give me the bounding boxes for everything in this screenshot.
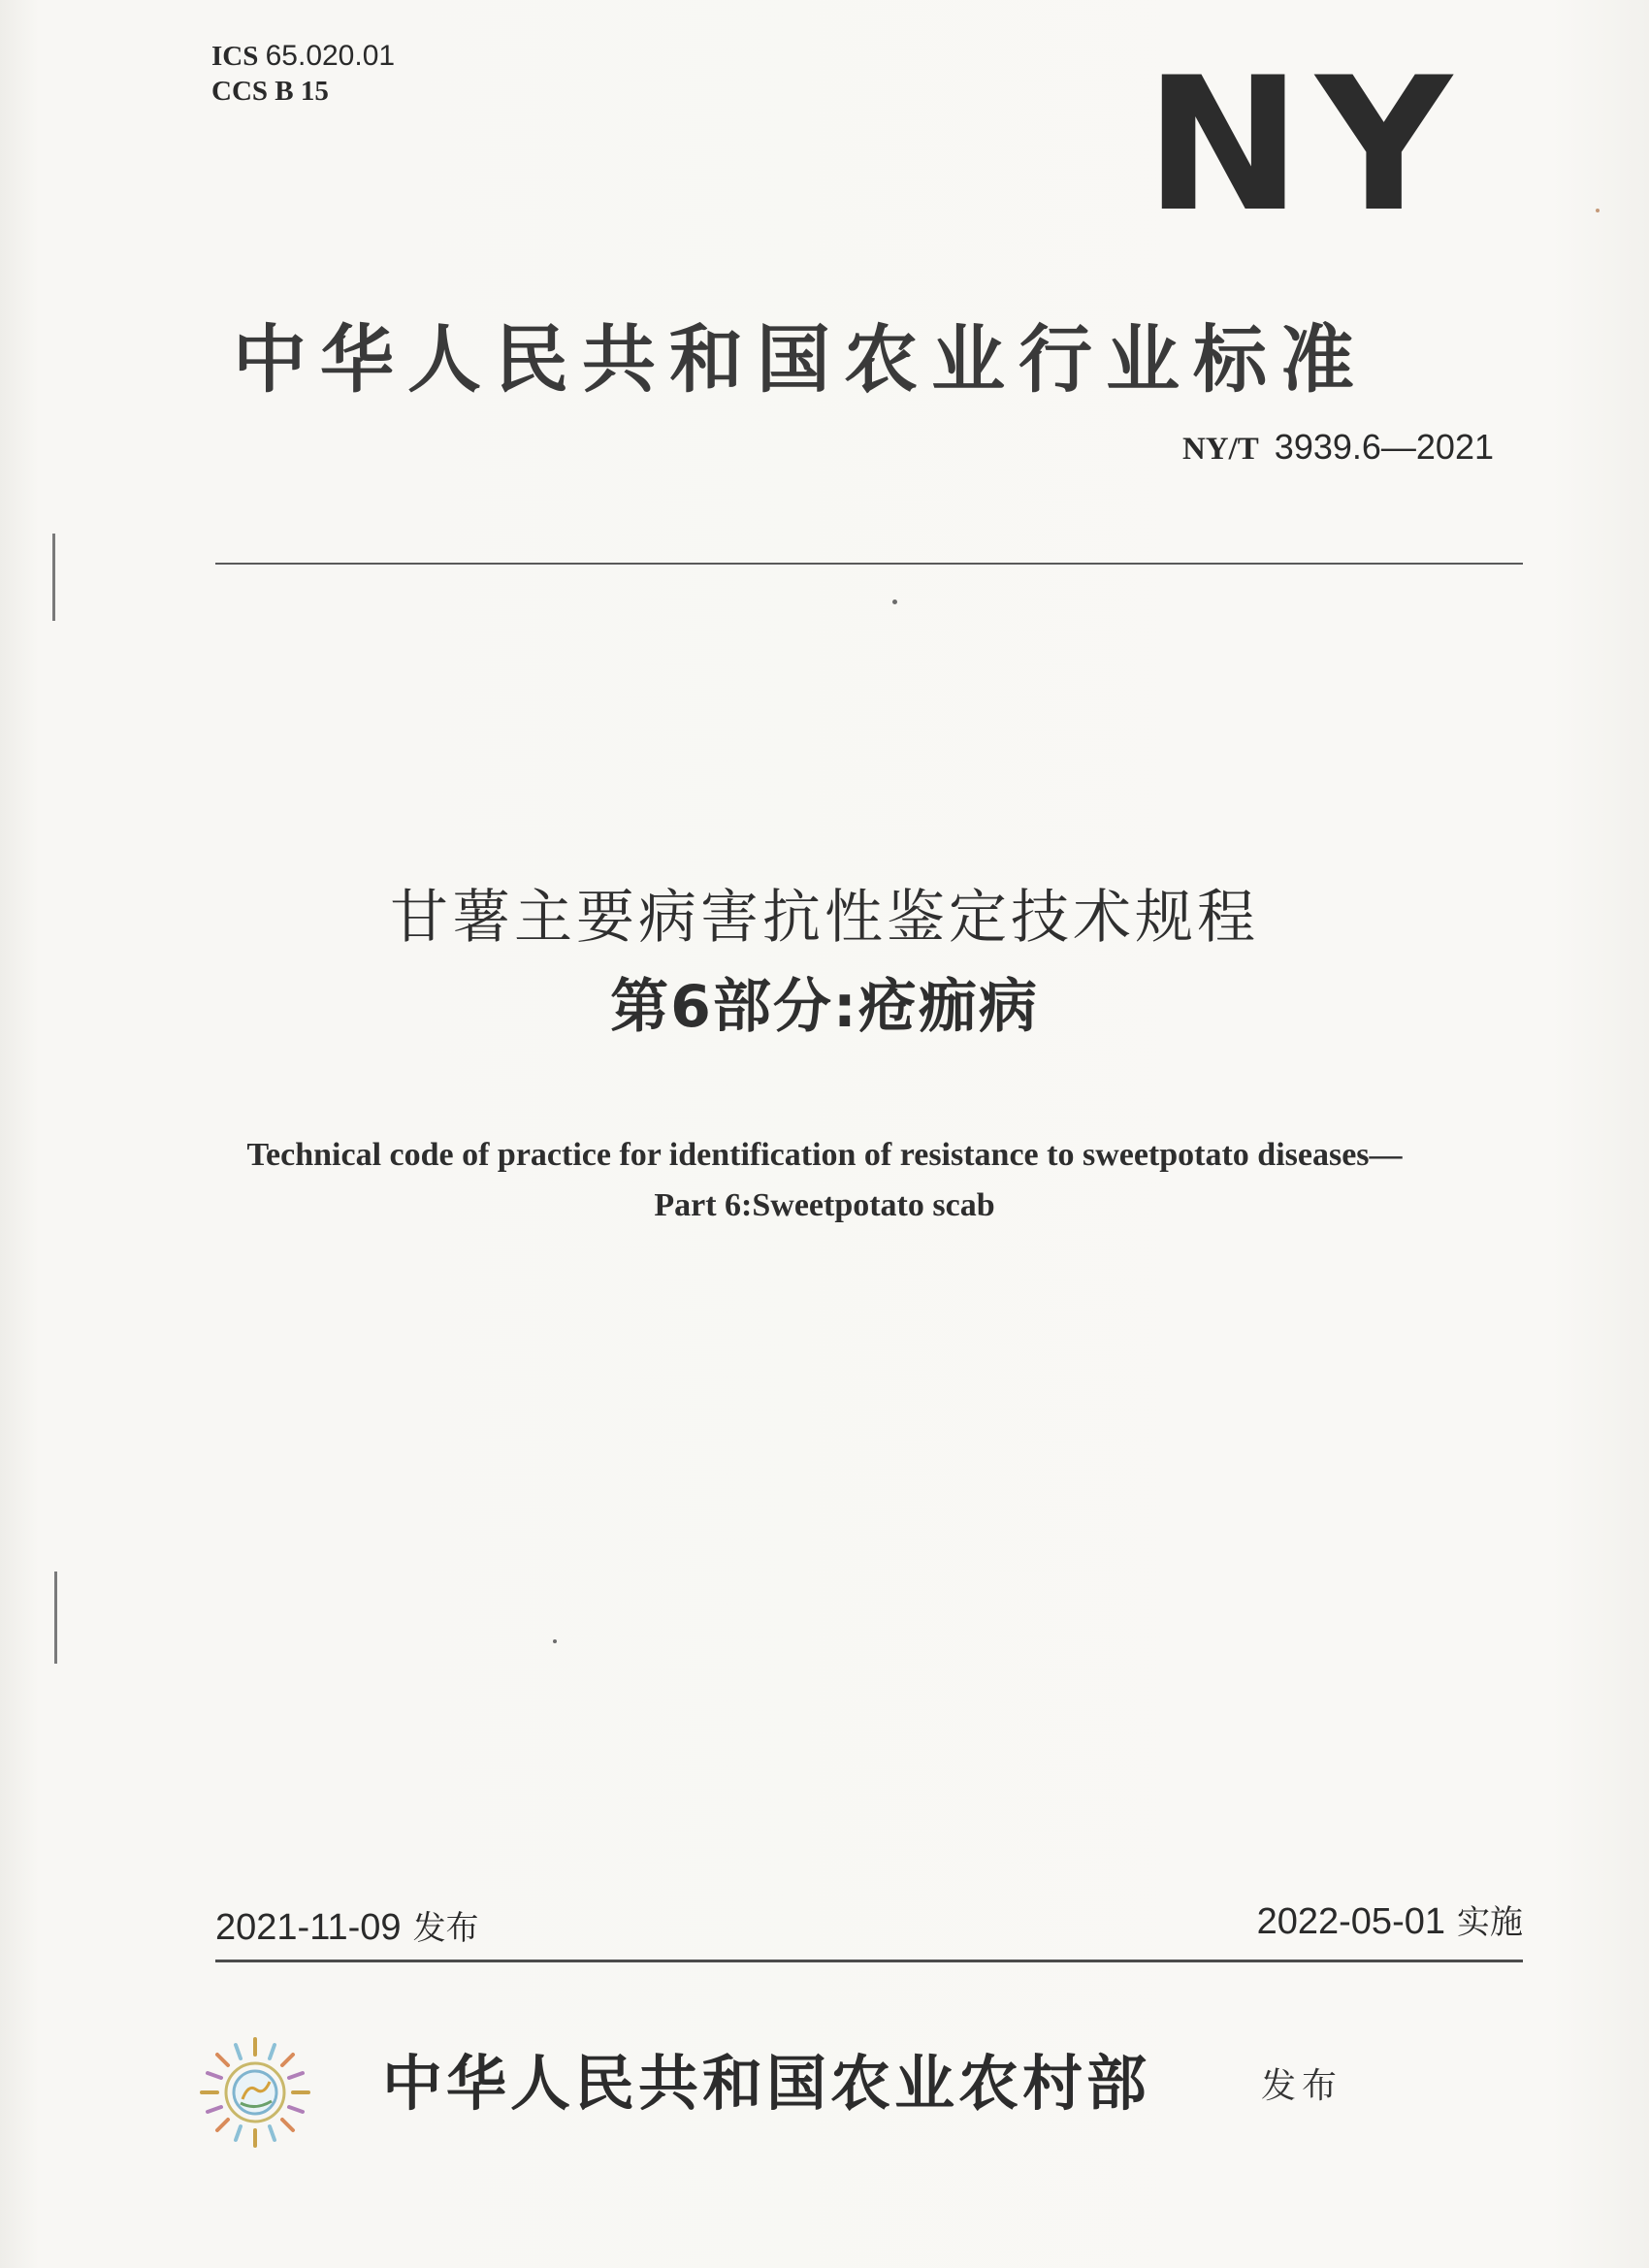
standard-number bbox=[1182, 427, 1494, 468]
title-en-line2: Part 6:Sweetpotato scab bbox=[654, 1187, 995, 1223]
footer-divider bbox=[215, 1960, 1523, 1962]
ics-label: ICS bbox=[211, 41, 259, 72]
issue-date-value: 2021-11-09 bbox=[215, 1907, 402, 1948]
scan-speck bbox=[1596, 209, 1600, 212]
scan-edge-mark bbox=[52, 534, 55, 621]
classification-codes bbox=[211, 39, 395, 109]
standard-number-value: 3939.6—2021 bbox=[1274, 427, 1494, 467]
header-divider bbox=[215, 563, 1523, 565]
issue-date bbox=[215, 1901, 479, 1949]
standard-number-prefix: NY/T bbox=[1181, 432, 1259, 467]
ics-code bbox=[211, 39, 395, 74]
publisher-name: 中华人民共和国农业农村部 bbox=[382, 2048, 1151, 2119]
date-row bbox=[215, 1901, 1523, 1956]
implement-label: 实施 bbox=[1457, 1903, 1523, 1942]
implement-date-value: 2022-05-01 bbox=[1256, 1901, 1445, 1942]
scan-edge-mark bbox=[54, 1571, 57, 1664]
ics-value: 65.020.01 bbox=[265, 40, 396, 72]
issue-label: 发布 bbox=[412, 1909, 479, 1948]
document-title-zh bbox=[0, 873, 1649, 1052]
publisher-suffix: 发布 bbox=[1261, 2066, 1343, 2106]
scan-speck bbox=[553, 1639, 557, 1643]
title-en-line1: Technical code of practice for identification of resistance to sweetpotato diseases— bbox=[246, 1137, 1403, 1173]
standard-category-title: 中华人民共和国农业行业标准 bbox=[233, 316, 1368, 403]
ministry-emblem-icon bbox=[192, 2029, 318, 2155]
title-zh-line2: 第6部分:疮痂病 bbox=[610, 973, 1039, 1041]
ccs-code: CCS B 15 bbox=[211, 76, 329, 107]
document-title-en bbox=[0, 1130, 1649, 1231]
implement-date bbox=[1257, 1895, 1523, 1943]
scan-speck bbox=[892, 599, 897, 604]
ny-logo: NY bbox=[1145, 38, 1467, 252]
title-zh-line1: 甘薯主要病害抗性鉴定技术规程 bbox=[390, 884, 1259, 952]
